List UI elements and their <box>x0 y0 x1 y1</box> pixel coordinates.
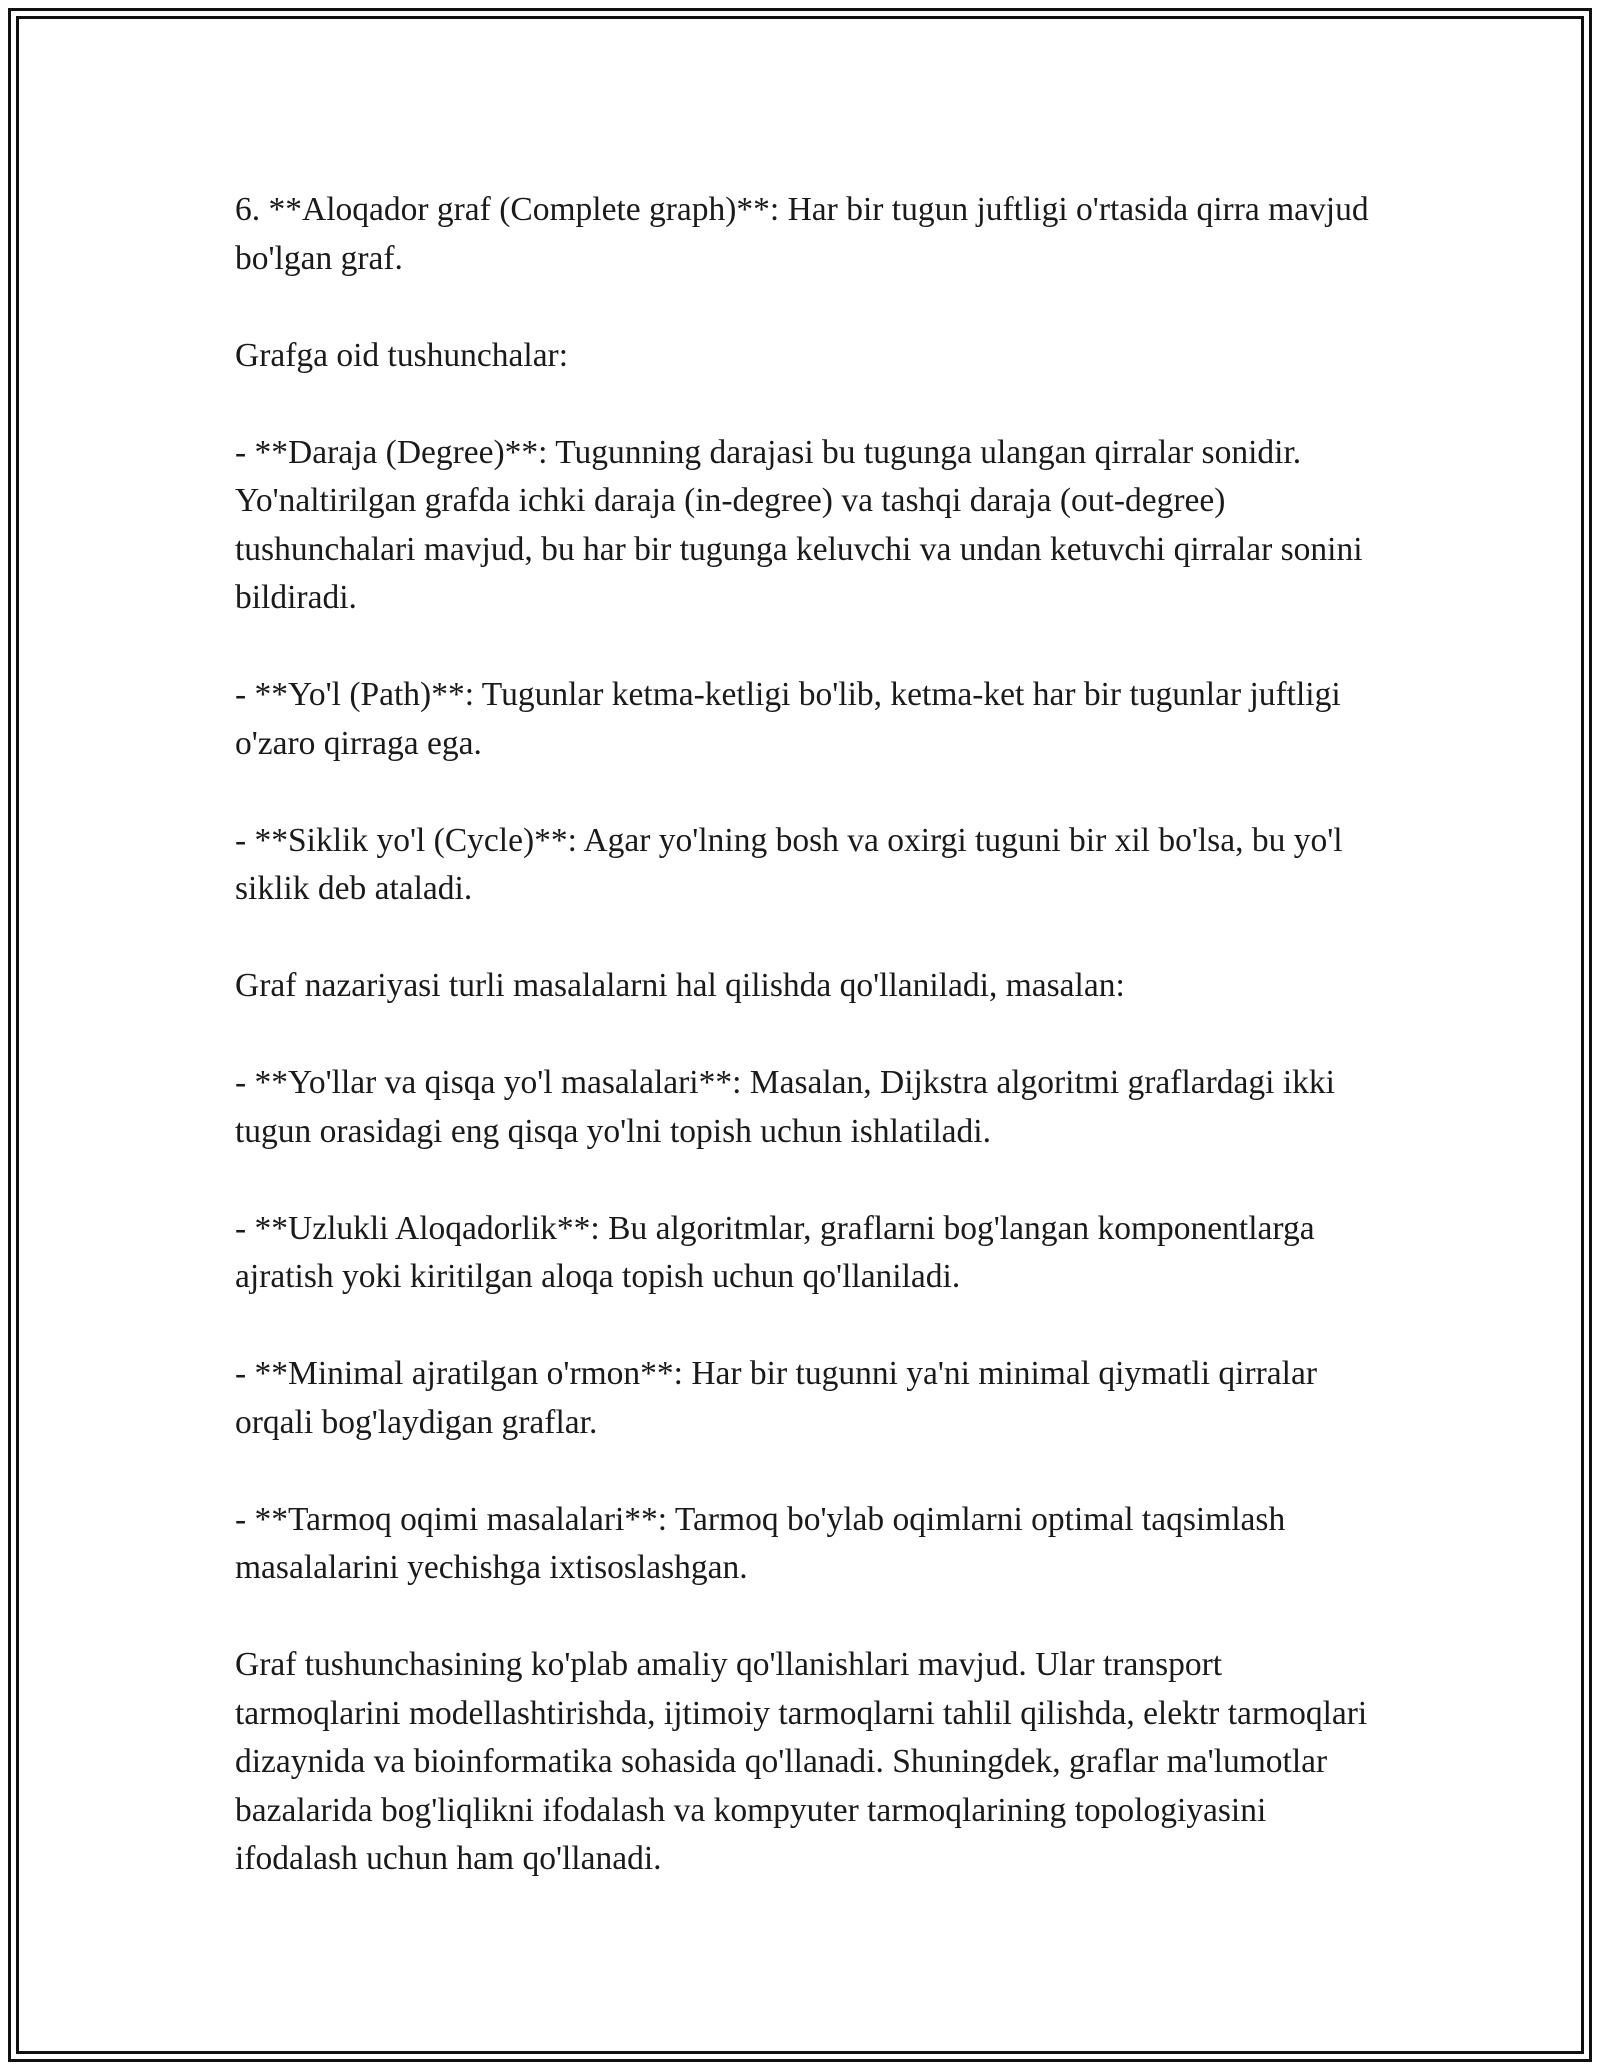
paragraph-cycle: - **Siklik yo'l (Cycle)**: Agar yo'lning bosh va oxirgi tuguni bir xil bo'lsa, bu yo'l siklik deb ataladi. <box>235 821 1343 907</box>
paragraph-network-flow: - **Tarmoq oqimi masalalari**: Tarmoq bo'ylab oqimlarni optimal taqsimlash masalalarini yechishga ixtisoslashgan. <box>235 1500 1286 1586</box>
paragraph-degree: - **Daraja (Degree)**: Tugunning darajasi bu tugunga ulangan qirralar sonidir. Yo'naltirilgan grafda ichki daraja (in-degree) va tashqi daraja (out-degree) tushunchalari mavjud, bu har bir tugunga keluvchi va undan ketuvchi qirralar sonini bildiradi. <box>235 433 1363 616</box>
paragraph-applications-heading: Graf nazariyasi turli masalalarni hal qilishda qo'llaniladi, masalan: <box>235 967 1125 1004</box>
paragraph-spanning-forest: - **Minimal ajratilgan o'rmon**: Har bir tugunni ya'ni minimal qiymatli qirralar orqali bog'laydigan graflar. <box>235 1355 1317 1441</box>
paragraph-complete-graph: 6. **Aloqador graf (Complete graph)**: Har bir tugun juftligi o'rtasida qirra mavjud bo'lgan graf. <box>235 191 1369 277</box>
paragraph-shortest-path: - **Yo'llar va qisqa yo'l masalalari**: Masalan, Dijkstra algoritmi graflardagi ikki tugun orasidagi eng qisqa yo'lni topish uchun ishlatiladi. <box>235 1064 1335 1150</box>
document-body <box>235 186 1375 1884</box>
paragraph-path: - **Yo'l (Path)**: Tugunlar ketma-ketligi bo'lib, ketma-ket har bir tugunlar juftligi o'zaro qirraga ega. <box>235 676 1341 762</box>
paragraph-conclusion: Graf tushunchasining ko'plab amaliy qo'llanishlari mavjud. Ular transport tarmoqlarini modellashtirishda, ijtimoiy tarmoqlarni tahlil qilishda, elektr tarmoqlari dizaynida va bioinformatika sohasida qo'llanadi. Shuningdek, graflar ma'lumotlar bazalarida bog'liqlikni ifodalash va kompyuter tarmoqlarining topologiyasini ifodalash uchun ham qo'llanadi. <box>235 1646 1368 1877</box>
paragraph-connectivity: - **Uzlukli Aloqadorlik**: Bu algoritmlar, graflarni bog'langan komponentlarga ajratish yoki kiritilgan aloqa topish uchun qo'llaniladi. <box>235 1209 1315 1295</box>
paragraph-concepts-heading: Grafga oid tushunchalar: <box>235 336 569 374</box>
